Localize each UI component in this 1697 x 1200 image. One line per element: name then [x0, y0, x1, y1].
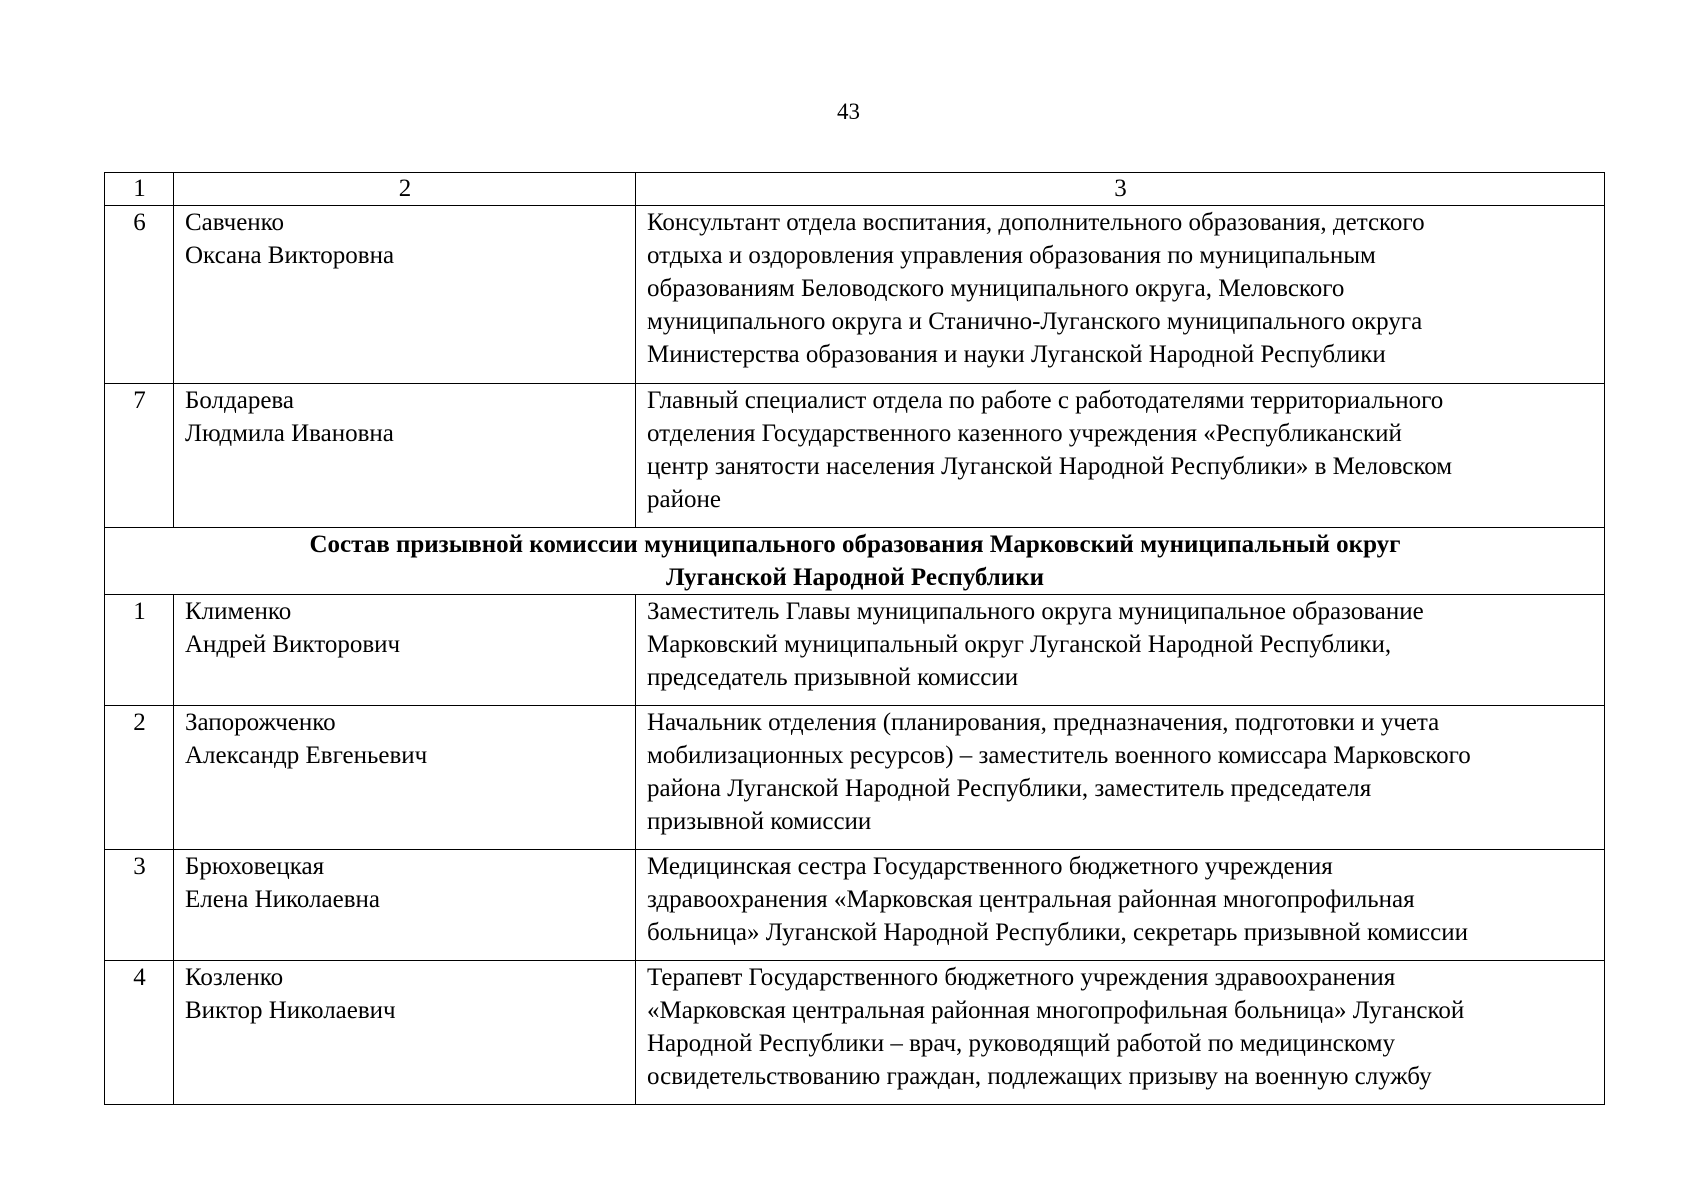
- member-position: Медицинская сестра Государственного бюджетного учреждения здравоохранения «Марковская центральная районная многопрофильная больница» Луганской Народной Республики, секретарь призывной комиссии: [636, 850, 1605, 961]
- member-name: Болдарева Людмила Ивановна: [174, 384, 636, 528]
- member-name: Козленко Виктор Николаевич: [174, 961, 636, 1105]
- row-number: 6: [105, 206, 174, 384]
- member-name: Савченко Оксана Викторовна: [174, 206, 636, 384]
- member-name: Клименко Андрей Викторович: [174, 595, 636, 706]
- member-name: Брюховецкая Елена Николаевна: [174, 850, 636, 961]
- column-number-1: 1: [105, 173, 174, 206]
- member-position: Консультант отдела воспитания, дополнительного образования, детского отдыха и оздоровления управления образования по муниципальным образованиям Беловодского муниципального округа, Меловского муниципального округа и Станично-Луганского муниципального округа Министерства образования и науки Луганской Народной Республики: [636, 206, 1605, 384]
- row-number: 7: [105, 384, 174, 528]
- row-number: 1: [105, 595, 174, 706]
- column-number-2: 2: [174, 173, 636, 206]
- section-title: Состав призывной комиссии муниципального образования Марковский муниципальный округ Луганской Народной Республики: [105, 528, 1605, 595]
- column-number-3: 3: [636, 173, 1605, 206]
- member-position: Начальник отделения (планирования, предназначения, подготовки и учета мобилизационных ресурсов) – заместитель военного комиссара Марковского района Луганской Народной Республики, заместитель председателя призывной комиссии: [636, 706, 1605, 850]
- member-position: Терапевт Государственного бюджетного учреждения здравоохранения «Марковская центральная районная многопрофильная больница» Луганской Народной Республики – врач, руководящий работой по медицинскому освидетельствованию граждан, подлежащих призыву на военную службу: [636, 961, 1605, 1105]
- member-position: Заместитель Главы муниципального округа муниципальное образование Марковский муниципальный округ Луганской Народной Республики, председатель призывной комиссии: [636, 595, 1605, 706]
- member-name: Запорожченко Александр Евгеньевич: [174, 706, 636, 850]
- table-row: [105, 206, 1605, 384]
- table-row: [105, 961, 1605, 1105]
- table-row: [105, 706, 1605, 850]
- table-header-row: [105, 173, 1605, 206]
- row-number: 3: [105, 850, 174, 961]
- section-row: [105, 528, 1605, 595]
- row-number: 2: [105, 706, 174, 850]
- row-number: 4: [105, 961, 174, 1105]
- commission-table: [104, 172, 1605, 1105]
- page-number: 43: [837, 99, 860, 124]
- member-position: Главный специалист отдела по работе с работодателями территориального отделения Государственного казенного учреждения «Республиканский центр занятости населения Луганской Народной Республики» в Меловском районе: [636, 384, 1605, 528]
- table-row: [105, 384, 1605, 528]
- table-row: [105, 850, 1605, 961]
- table-row: [105, 595, 1605, 706]
